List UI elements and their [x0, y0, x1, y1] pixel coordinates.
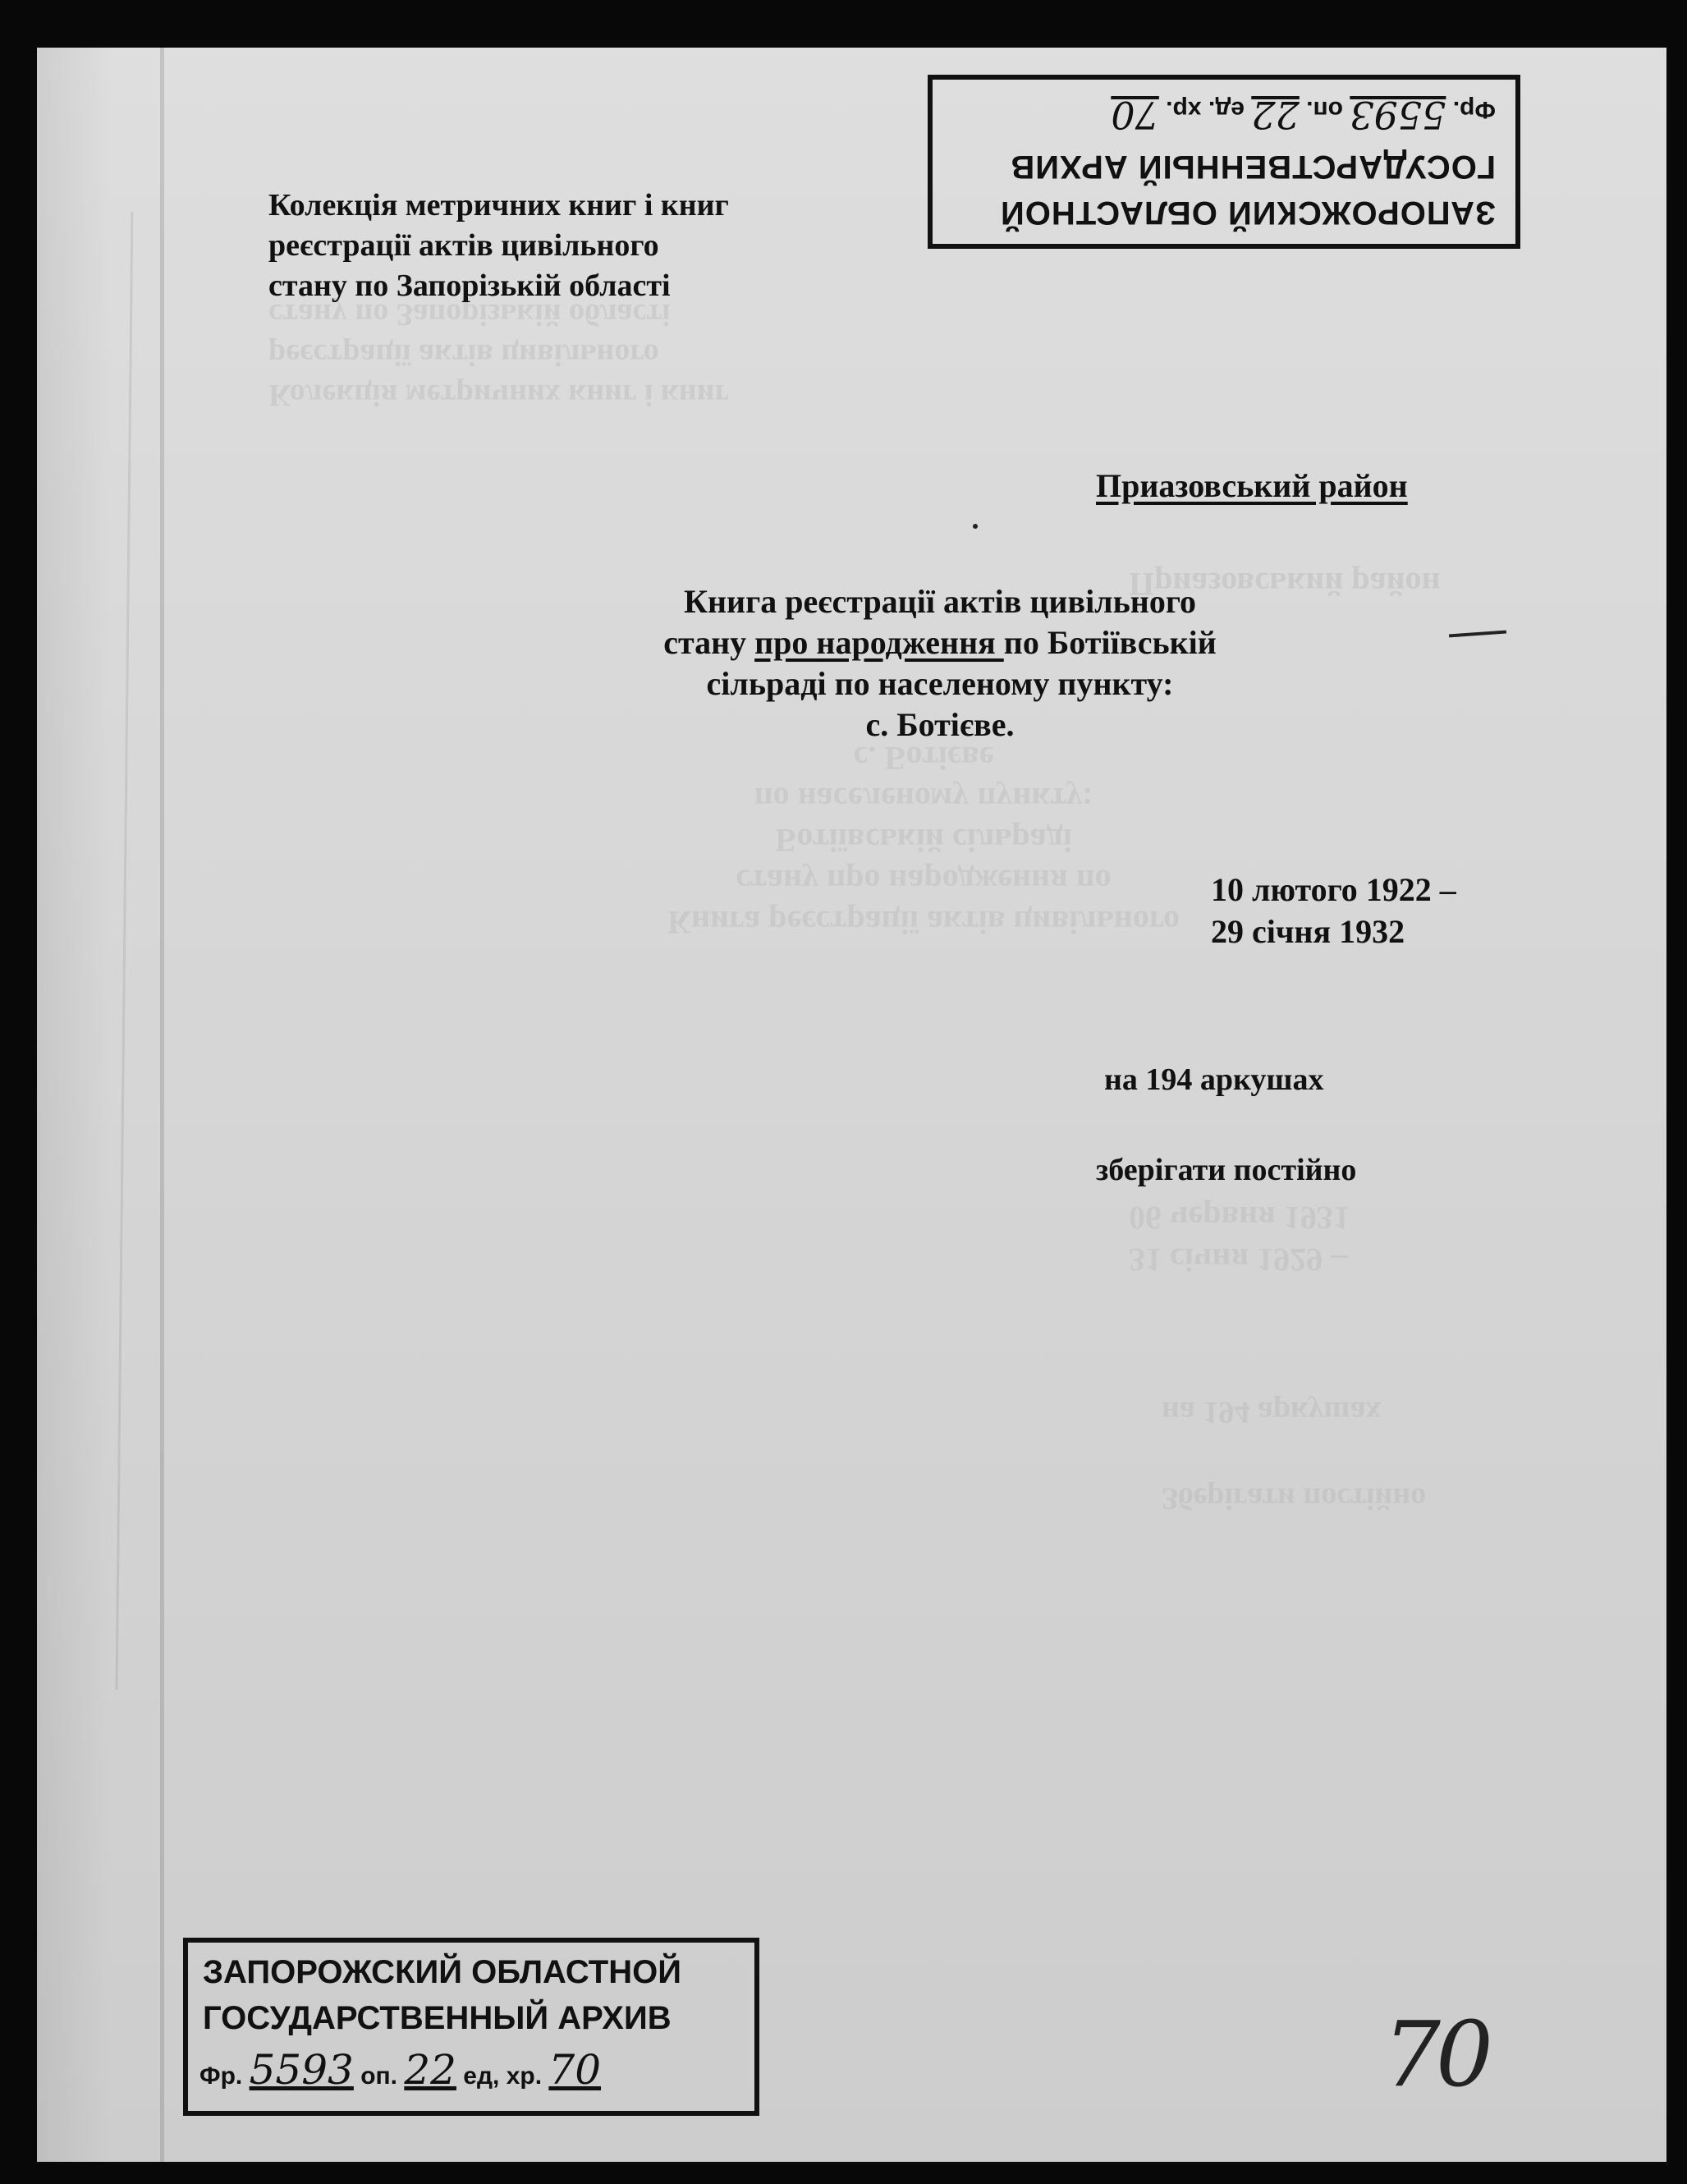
stamp-fond-number: 5593	[1350, 93, 1446, 137]
archive-stamp-bottom	[183, 1938, 759, 2116]
stamp-opis-number: 22	[1251, 93, 1300, 137]
retention-note: зберігати постійно	[1096, 1153, 1357, 1187]
stamp-archive-name-line1: ЗАПОРОЖСКИЙ ОБЛАСТНОЙ	[1000, 195, 1496, 231]
book-title: Книга реєстрації актів цивільного стану про народження по Ботіївській сільраді по населеному пункту: с. Ботієве.	[663, 583, 1217, 743]
stamp-reference: Фр. 5593 оп. 22 ед. хр. 70	[1111, 93, 1496, 137]
stamp-item-number: 70	[548, 2046, 602, 2094]
stamp-archive-name-line2: ГОСУДАРСТВЕННЫЙ АРХИВ	[203, 2000, 672, 2036]
record-type: про народження	[754, 624, 1004, 661]
stamp-item-number: 70	[1111, 93, 1159, 137]
show-through-dates: 31 січня 1929 – 06 червня 1931	[1129, 1200, 1350, 1278]
date-range: 10 лютого 1922 – 29 січня 1932	[1211, 871, 1456, 950]
pencil-mark	[1449, 631, 1506, 638]
sheet-count: на 194 аркушах	[1104, 1062, 1324, 1097]
collection-heading: Колекція метричних книг і книг реєстрації актів цивільного стану по Запорізькій області	[268, 188, 729, 303]
document-page	[37, 48, 1666, 2162]
show-through-title: Книга реєстрації актів цивільного стану про народження по Ботіївській сільраді по населеному пункту: с. Ботієве	[667, 740, 1180, 941]
page-crease	[116, 212, 134, 1690]
ink-speck	[973, 524, 978, 529]
stamp-reference: Фр. 5593 оп. 22 ед, хр. 70	[199, 2046, 602, 2094]
show-through-retention: Зберігати постійно	[1162, 1481, 1427, 1516]
stamp-archive-name-line1: ЗАПОРОЖСКИЙ ОБЛАСТНОЙ	[203, 1954, 681, 1990]
stamp-archive-name-line2: ГОСУДАРСТВЕННЫЙ АРХИВ	[1010, 149, 1496, 185]
district-name: Приазовський район	[1096, 467, 1408, 504]
show-through-collection-heading: Колекція метричних книг і книг реєстрації актів цивільного стану по Запорізькій області	[268, 297, 729, 412]
stamp-opis-number: 22	[404, 2046, 456, 2094]
archive-stamp-top	[928, 75, 1520, 249]
handwritten-sheet-number: 70	[1383, 2002, 1488, 2107]
show-through-sheets: на 194 аркушах	[1162, 1395, 1382, 1429]
stamp-fond-number: 5593	[249, 2046, 354, 2094]
page-fold-line	[160, 48, 164, 2162]
show-through-district: Приазовський район	[1129, 566, 1441, 603]
